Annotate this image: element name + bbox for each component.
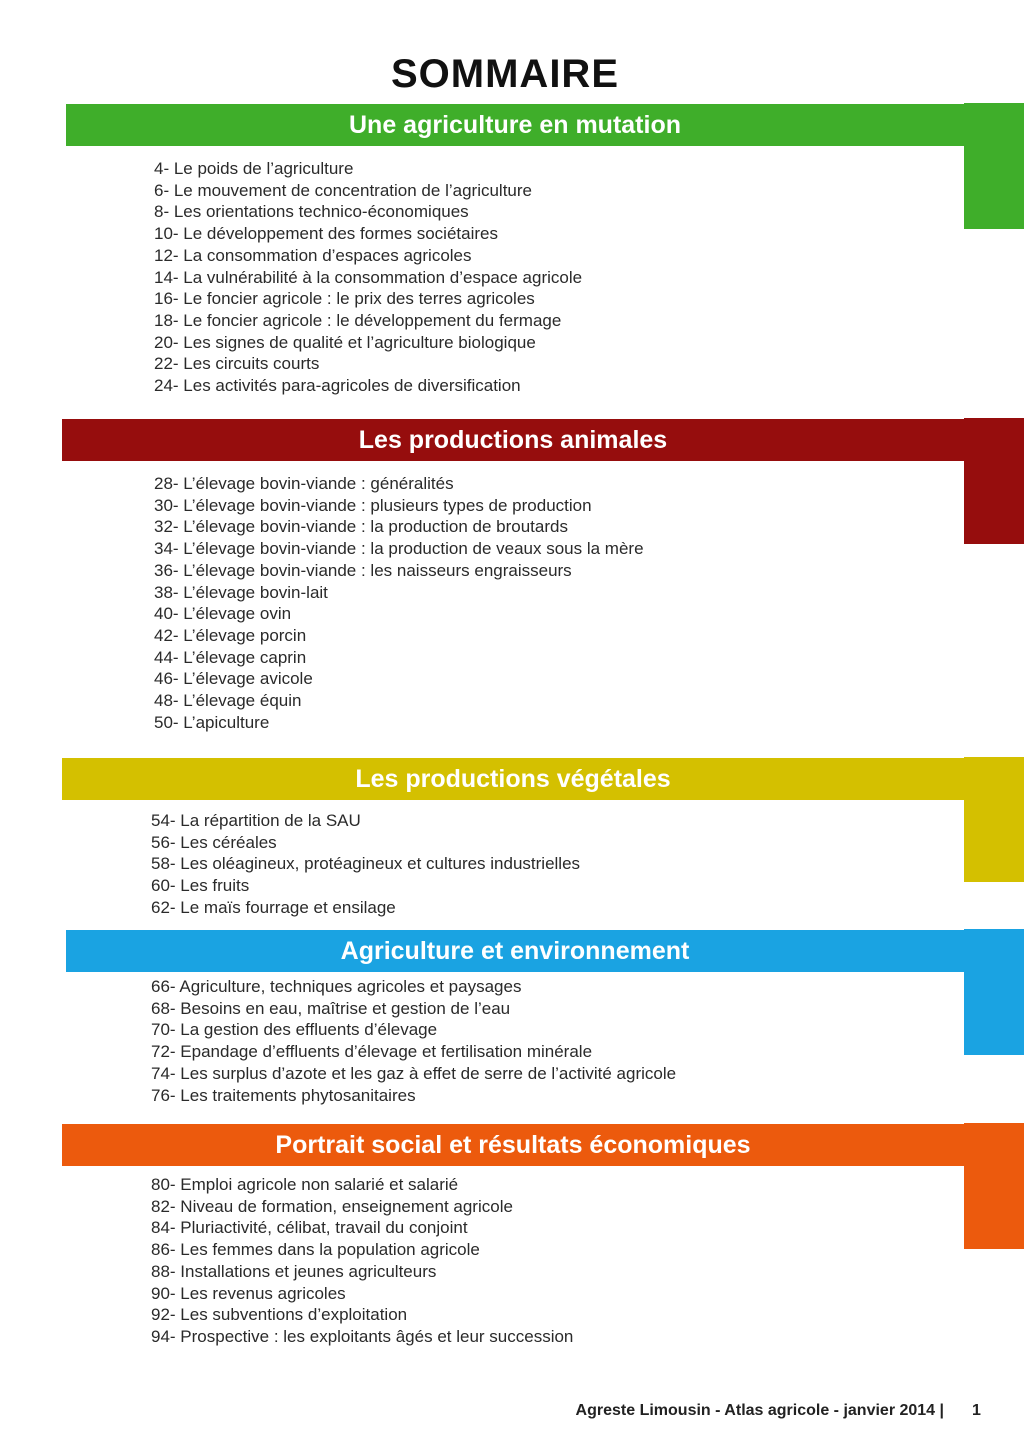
section-heading: Portrait social et résultats économiques — [275, 1131, 751, 1159]
list-item[interactable]: 66- Agriculture, techniques agricoles et paysages — [151, 977, 522, 996]
section-heading: Agriculture et environnement — [340, 937, 690, 965]
list-item[interactable]: 58- Les oléagineux, protéagineux et cultures industrielles — [151, 854, 581, 874]
section-heading-bar — [62, 1124, 964, 1166]
section-item-list — [154, 158, 582, 397]
list-item[interactable]: 36- L’élevage bovin-viande : les naisseurs engraisseurs — [154, 560, 572, 580]
list-item[interactable]: 62- Le maïs fourrage et ensilage — [151, 897, 396, 917]
list-item[interactable]: 86- Les femmes dans la population agricole — [151, 1240, 480, 1260]
list-item[interactable]: 38- L’élevage bovin-lait — [154, 582, 328, 602]
list-item[interactable]: 90- Les revenus agricoles — [151, 1283, 346, 1303]
list-item[interactable]: 60- Les fruits — [151, 876, 250, 896]
footer-publication: Agreste Limousin - Atlas agricole - janvier 2014 | — [575, 1402, 944, 1419]
section-heading: Les productions végétales — [355, 765, 671, 793]
list-item[interactable]: 30- L’élevage bovin-viande : plusieurs types de production — [154, 495, 592, 515]
list-item[interactable]: 16- Le foncier agricole : le prix des terres agricoles — [154, 289, 535, 309]
list-item[interactable]: 22- Les circuits courts — [154, 354, 320, 374]
section-color-tab — [964, 418, 1024, 544]
list-item[interactable]: 48- L’élevage équin — [154, 691, 302, 711]
list-item[interactable]: 72- Epandage d’effluents d’élevage et fertilisation minérale — [151, 1042, 593, 1062]
list-item[interactable]: 92- Les subventions d’exploitation — [151, 1305, 408, 1325]
list-item[interactable]: 84- Pluriactivité, célibat, travail du conjoint — [151, 1218, 468, 1238]
section-item-list — [151, 810, 580, 919]
list-item[interactable]: 10- Le développement des formes sociétaires — [154, 224, 498, 244]
list-item[interactable]: 18- Le foncier agricole : le développement du fermage — [154, 310, 562, 330]
list-item[interactable]: 32- L’élevage bovin-viande : la production de broutards — [154, 517, 568, 537]
list-item[interactable]: 40- L’élevage ovin — [154, 604, 292, 624]
section-heading-bar — [66, 930, 964, 972]
page-number: 1 — [972, 1402, 981, 1419]
section-heading: Les productions animales — [358, 426, 668, 454]
list-item[interactable]: 20- Les signes de qualité et l’agriculture biologique — [154, 332, 536, 352]
section-heading: Une agriculture en mutation — [349, 111, 681, 139]
list-item[interactable]: 14- La vulnérabilité à la consommation d’espace agricole — [154, 267, 583, 287]
list-item[interactable]: 68- Besoins en eau, maîtrise et gestion de l’eau — [151, 998, 511, 1018]
list-item[interactable]: 4- Le poids de l’agriculture — [154, 159, 354, 178]
list-item[interactable]: 42- L’élevage porcin — [154, 625, 307, 645]
list-item[interactable]: 6- Le mouvement de concentration de l’agriculture — [154, 180, 532, 200]
section-item-list — [151, 1174, 573, 1348]
list-item[interactable]: 74- Les surplus d’azote et les gaz à effet de serre de l’activité agricole — [151, 1063, 677, 1083]
list-item[interactable]: 76- Les traitements phytosanitaires — [151, 1085, 416, 1105]
list-item[interactable]: 8- Les orientations technico-économiques — [154, 202, 469, 222]
section-item-list — [151, 976, 676, 1106]
section-color-tab — [964, 103, 1024, 229]
list-item[interactable]: 50- L’apiculture — [154, 712, 270, 732]
section-color-tab — [964, 929, 1024, 1055]
list-item[interactable]: 94- Prospective : les exploitants âgés et leur succession — [151, 1326, 574, 1346]
list-item[interactable]: 54- La répartition de la SAU — [151, 811, 361, 830]
list-item[interactable]: 28- L’élevage bovin-viande : généralités — [154, 474, 454, 493]
list-item[interactable]: 44- L’élevage caprin — [154, 647, 307, 667]
section-color-tab — [964, 757, 1024, 882]
list-item[interactable]: 12- La consommation d’espaces agricoles — [154, 245, 472, 265]
list-item[interactable]: 88- Installations et jeunes agriculteurs — [151, 1261, 437, 1281]
section-color-tab — [964, 1123, 1024, 1249]
list-item[interactable]: 80- Emploi agricole non salarié et salarié — [151, 1175, 459, 1194]
list-item[interactable]: 34- L’élevage bovin-viande : la production de veaux sous la mère — [154, 539, 644, 559]
section-heading-bar — [62, 758, 964, 800]
page-title: SOMMAIRE — [391, 52, 619, 96]
list-item[interactable]: 56- Les céréales — [151, 832, 277, 852]
list-item[interactable]: 82- Niveau de formation, enseignement agricole — [151, 1196, 513, 1216]
list-item[interactable]: 70- La gestion des effluents d’élevage — [151, 1020, 438, 1040]
list-item[interactable]: 46- L’élevage avicole — [154, 669, 313, 689]
list-item[interactable]: 24- Les activités para-agricoles de diversification — [154, 376, 521, 396]
section-heading-bar — [66, 104, 964, 146]
section-item-list — [154, 473, 644, 733]
section-heading-bar — [62, 419, 964, 461]
